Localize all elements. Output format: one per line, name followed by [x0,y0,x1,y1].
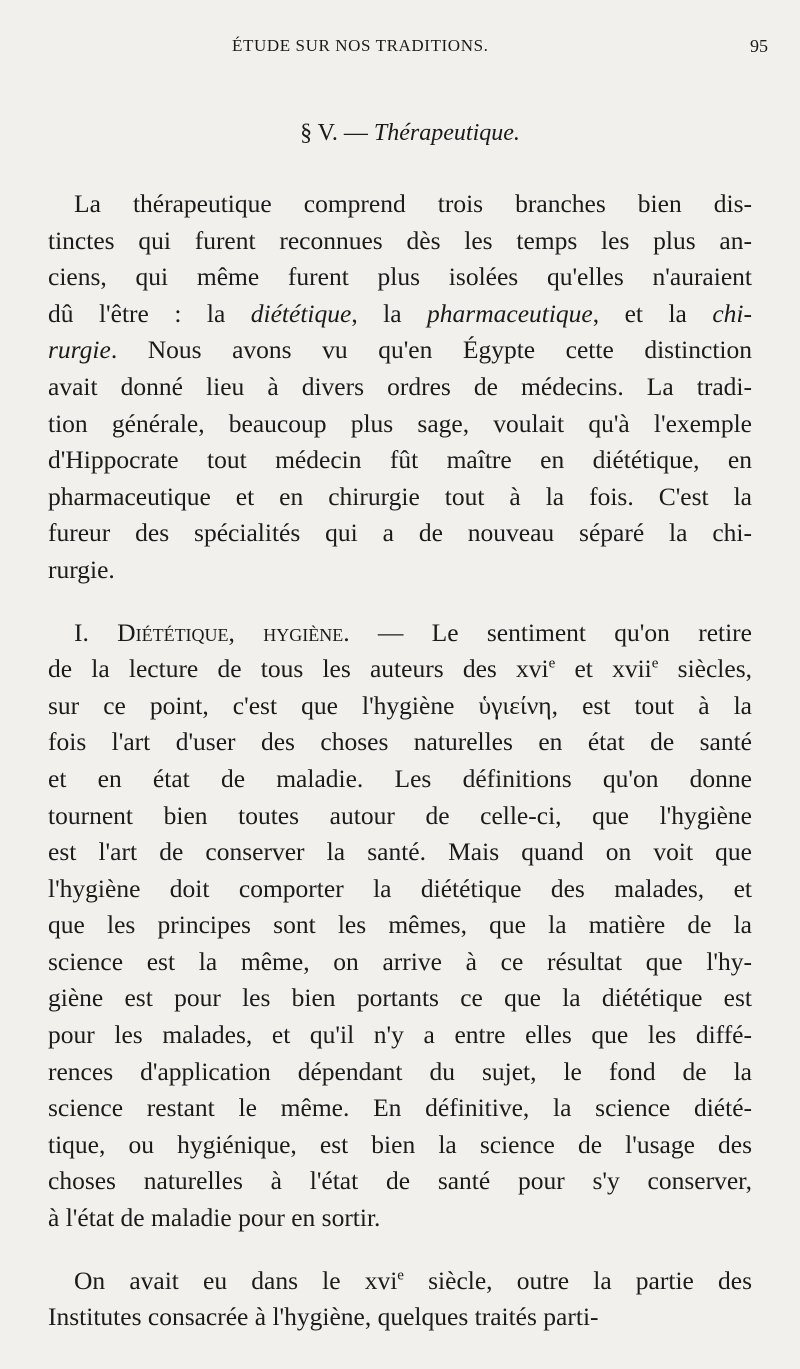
section-title: Thérapeutique. [373,120,520,146]
text-line [48,834,752,871]
text-line [48,479,752,516]
text-segment: pour les malades, et qu'il n'y a entre elles que les diffé- [48,1020,752,1050]
text-line [48,369,752,406]
text-segment: fois l'art d'user des choses naturelles en état de santé [48,727,752,757]
text-segment: dû l'être : la [48,298,251,328]
text-segment: tion générale, beaucoup plus sage, voulait qu'à l'exemple [48,408,752,438]
text-line [48,223,752,260]
text-segment: rurgie. [48,554,115,584]
text-segment: l'hygiène doit comporter la diététique des malades, et [48,873,752,903]
text-segment: à l'état de maladie pour en sortir. [48,1203,381,1233]
text-line [48,1263,752,1300]
text-line [48,615,752,652]
text-segment: , la [351,298,428,328]
text-segment: pharmaceutique [427,298,593,328]
running-title: ÉTUDE SUR NOS TRADITIONS. [232,36,489,55]
text-segment: science est la même, on arrive à ce résultat que l'hy- [48,946,752,976]
section-heading [0,120,800,147]
paragraph-p3 [48,1263,752,1336]
text-segment: tique, ou hygiénique, est bien la science de l'usage des [48,1129,752,1159]
text-line [48,1200,752,1237]
text-segment: tinctes qui furent reconnues dès les temps les plus an- [48,225,752,255]
text-line [48,332,752,369]
page-number: 95 [750,36,768,56]
text-line [48,186,752,223]
text-segment: que les principes sont les mêmes, que la matière de la [48,910,752,940]
text-segment: e [651,655,659,672]
paragraph-gap [48,589,752,615]
paragraph-p1 [48,186,752,589]
text-segment: sur ce point, c'est que l'hygiène ὑγιείνη, est tout à la [48,690,752,720]
text-segment: et xvii [555,654,652,684]
text-segment: , et la [592,298,713,328]
text-segment: La thérapeutique comprend trois branches bien dis- [74,189,752,218]
text-line [48,1127,752,1164]
text-segment: On avait eu dans le xvi [74,1265,398,1295]
text-segment: d'Hippocrate tout médecin fût maître en diététique, en [48,445,752,475]
text-segment: avait donné lieu à divers ordres de médecins. La tradi- [48,371,752,401]
text-segment: giène est pour les bien portants ce que la diététique est [48,983,752,1013]
text-segment: e [548,655,556,672]
text-line [48,1054,752,1091]
text-segment: de la lecture de tous les auteurs des xvi [48,654,549,684]
text-segment: Institutes consacrée à l'hygiène, quelques traités parti- [48,1302,599,1332]
text-segment: rences d'application dépendant du sujet, le fond de la [48,1056,752,1086]
text-segment: . Nous avons vu qu'en Égypte cette distinction [110,335,752,365]
text-line [48,259,752,296]
paragraph-gap [48,1237,752,1263]
text-line [48,907,752,944]
text-segment: et en état de maladie. Les définitions qu'on donne [48,763,752,793]
text-line [48,515,752,552]
text-segment: Diététique, hygiène. [117,617,350,647]
text-segment: chi- [712,298,752,328]
text-segment: science restant le même. En définitive, la science diété- [48,1093,752,1123]
text-segment: choses naturelles à l'état de santé pour s'y conserver, [48,1166,752,1196]
text-segment: ciens, qui même furent plus isolées qu'elles n'auraient [48,262,752,292]
section-number: § V. — [300,120,368,146]
running-header [0,34,800,62]
text-line [48,688,752,725]
paragraph-p2 [48,615,752,1237]
text-segment: — Le sentiment qu'on retire [349,617,752,647]
text-line [48,442,752,479]
text-line [48,651,752,688]
text-segment: diététique [250,298,352,328]
text-line [48,1299,752,1336]
text-segment: fureur des spécialités qui a de nouveau séparé la chi- [48,518,752,548]
text-line [48,871,752,908]
text-line [48,798,752,835]
text-line [48,552,752,589]
text-line [48,1017,752,1054]
text-line [48,980,752,1017]
text-segment: I. [74,617,118,647]
text-segment: rurgie [48,335,111,365]
text-segment: pharmaceutique et en chirurgie tout à la fois. C'est la [48,481,752,511]
text-line [48,406,752,443]
text-line [48,1090,752,1127]
text-segment: tournent bien toutes autour de celle-ci, que l'hygiène [48,800,752,830]
body-text [48,186,752,1336]
text-line [48,296,752,333]
text-segment: est l'art de conserver la santé. Mais quand on voit que [48,837,752,867]
text-segment: siècles, [658,654,752,684]
text-segment: e [397,1267,404,1284]
text-line [48,944,752,981]
text-line [48,1163,752,1200]
text-line [48,724,752,761]
text-segment: siècle, outre la partie des [403,1265,752,1295]
text-line [48,761,752,798]
